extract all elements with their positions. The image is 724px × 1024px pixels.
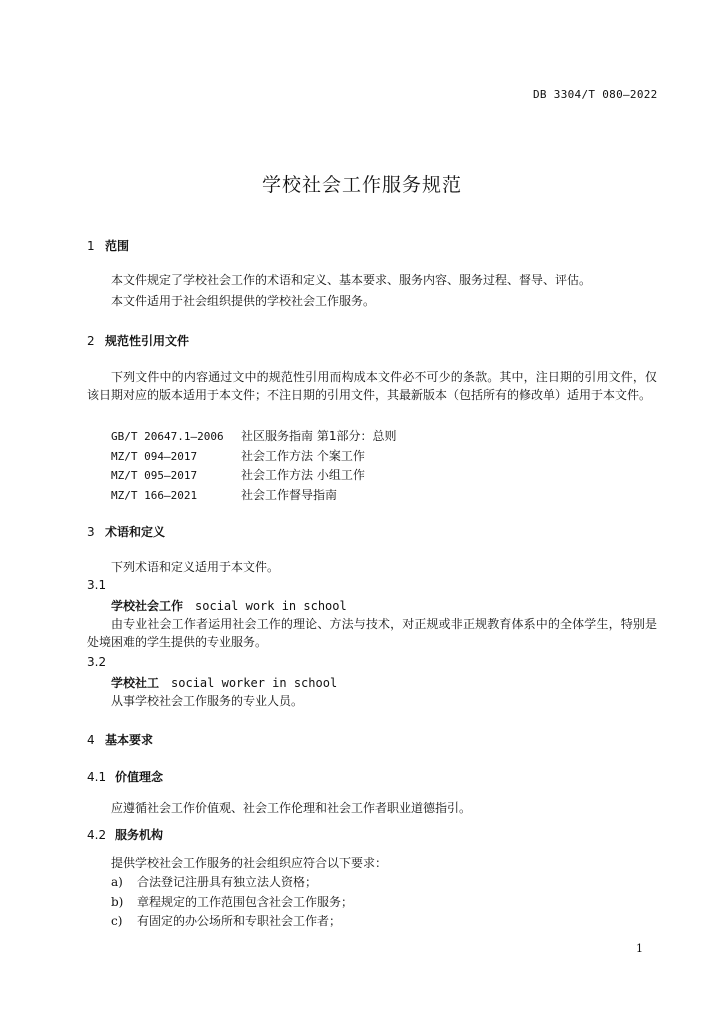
reference-item xyxy=(111,427,396,444)
reference-name: 社会工作方法 小组工作 xyxy=(241,468,365,482)
term-name: 学校社会工作 xyxy=(111,599,184,613)
list-item xyxy=(111,893,353,910)
list-item-label: c) xyxy=(111,914,123,928)
term-number: 3.1 xyxy=(87,578,107,592)
section-1-paragraph-1: 本文件规定了学校社会工作的术语和定义、基本要求、服务内容、服务过程、督导、评估。 xyxy=(111,273,592,287)
list-item-label: b) xyxy=(111,895,124,909)
list-item-text: 有固定的办公场所和专职社会工作者； xyxy=(137,914,342,928)
reference-item xyxy=(111,447,365,464)
reference-code: MZ/T 095—2017 xyxy=(111,469,198,482)
term-number: 3.2 xyxy=(87,655,107,669)
subsection-title: 价值理念 xyxy=(115,770,164,784)
section-1-number: 1 xyxy=(87,239,95,253)
list-item-label: a) xyxy=(111,875,123,889)
section-2-paragraph: 下列文件中的内容通过文中的规范性引用而构成本文件必不可少的条款。其中，注日期的引用文件，仅该日期对应的版本适用于本文件；不注日期的引用文件，其最新版本（包括所有的修改单）适用于本文件。 xyxy=(87,370,657,402)
section-1-title: 范围 xyxy=(105,239,130,253)
page-title: 学校社会工作服务规范 xyxy=(261,174,462,196)
section-4-title: 基本要求 xyxy=(105,733,154,747)
term-definition: 从事学校社会工作服务的专业人员。 xyxy=(111,694,304,708)
subsection-4-2-paragraph: 提供学校社会工作服务的社会组织应符合以下要求： xyxy=(111,856,388,870)
list-item xyxy=(111,912,341,929)
section-3-heading xyxy=(87,523,165,540)
list-item-text: 章程规定的工作范围包含社会工作服务； xyxy=(137,895,354,909)
section-3-number: 3 xyxy=(87,525,95,539)
reference-name: 社区服务指南 第1部分：总则 xyxy=(241,429,397,443)
term-heading xyxy=(111,597,347,614)
section-4-number: 4 xyxy=(87,733,95,747)
reference-code: MZ/T 166—2021 xyxy=(111,489,198,502)
subsection-number: 4.1 xyxy=(87,770,107,784)
list-item xyxy=(111,873,317,890)
term-name: 学校社工 xyxy=(111,676,160,690)
subsection-4-1-heading xyxy=(87,768,163,785)
reference-item xyxy=(111,466,365,483)
subsection-number: 4.2 xyxy=(87,828,107,842)
document-number: DB 3304/T 080—2022 xyxy=(533,88,658,101)
term-heading xyxy=(111,674,337,691)
term-definition: 由专业社会工作者运用社会工作的理论、方法与技术，对正规或非正规教育体系中的全体学生，特别是处境困难的学生提供的专业服务。 xyxy=(87,617,657,649)
reference-item xyxy=(111,486,337,503)
term-english: social work in school xyxy=(195,599,347,613)
subsection-title: 服务机构 xyxy=(115,828,164,842)
subsection-4-2-heading xyxy=(87,826,163,843)
list-item-text: 合法登记注册具有独立法人资格； xyxy=(137,875,318,889)
term-english: social worker in school xyxy=(171,676,338,690)
subsection-4-1-paragraph: 应遵循社会工作价值观、社会工作伦理和社会工作者职业道德指引。 xyxy=(111,801,472,815)
section-2-heading xyxy=(87,332,189,349)
reference-name: 社会工作方法 个案工作 xyxy=(241,449,365,463)
reference-code: MZ/T 094—2017 xyxy=(111,450,198,463)
section-2-title: 规范性引用文件 xyxy=(105,334,190,348)
section-1-paragraph-2: 本文件适用于社会组织提供的学校社会工作服务。 xyxy=(111,294,376,308)
section-3-title: 术语和定义 xyxy=(105,525,166,539)
section-2-number: 2 xyxy=(87,334,95,348)
section-1-heading xyxy=(87,237,129,254)
reference-name: 社会工作督导指南 xyxy=(241,488,338,502)
reference-code: GB/T 20647.1—2006 xyxy=(111,430,224,443)
section-3-intro: 下列术语和定义适用于本文件。 xyxy=(111,560,280,574)
page-number: 1 xyxy=(636,942,643,955)
section-4-heading xyxy=(87,731,153,748)
